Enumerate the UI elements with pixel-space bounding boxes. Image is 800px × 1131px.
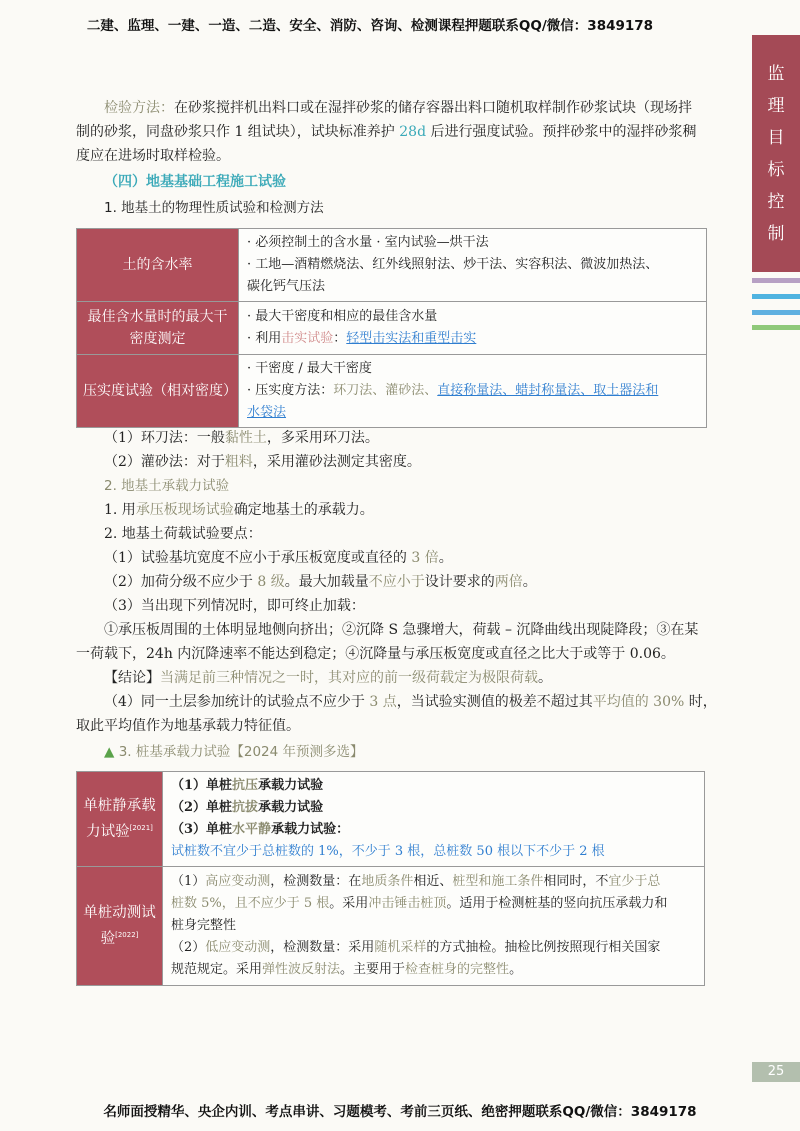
bearing-line: 取此平均值作为地基承载力特征值。 bbox=[76, 718, 300, 734]
body-text: 的方式抽检。抽检比例按照现行相关国家 bbox=[426, 940, 661, 955]
triangle-icon: ▲ bbox=[104, 744, 119, 760]
body-text: ，检测数量：采用 bbox=[270, 940, 375, 955]
highlight-text: 平均值的 30% bbox=[592, 694, 685, 710]
inspection-method-text: 制的砂浆，同盘砂浆只作 1 组试块），试块标准养护 bbox=[76, 124, 400, 140]
body-text: 规范规定。采用 bbox=[171, 962, 263, 977]
body-text: 环刀法、灌砂法、 bbox=[333, 383, 438, 398]
side-color-bar bbox=[752, 278, 800, 283]
side-color-bar bbox=[752, 294, 800, 299]
row-header-line bbox=[83, 924, 156, 950]
body-line: · 必须控制土的含水量 · 室内试验—烘干法 bbox=[247, 235, 489, 250]
exam-tag: 【2024 年预测多选】 bbox=[230, 744, 364, 760]
body-text: ： bbox=[333, 331, 347, 346]
ring-knife-line bbox=[104, 426, 379, 450]
year-tag: [2022] bbox=[115, 931, 139, 940]
body-text: （4）同一土层参加统计的试验点不应少于 bbox=[104, 694, 370, 710]
side-color-bar bbox=[752, 310, 800, 315]
highlight-text: 水平静 bbox=[232, 822, 272, 837]
highlight-text: 粗料 bbox=[224, 454, 253, 470]
body-line: 桩身完整性 bbox=[171, 918, 237, 933]
inspection-method-label: 检验方法： bbox=[104, 100, 174, 116]
row-header bbox=[77, 867, 163, 986]
body-text: 承载力试验： bbox=[271, 822, 350, 837]
body-text: 。 bbox=[509, 962, 523, 977]
highlight-text: 随机采样 bbox=[374, 940, 427, 955]
table-row bbox=[77, 229, 707, 302]
highlight-text: 检查桩身的完整性 bbox=[405, 962, 510, 977]
body-text: 。采用 bbox=[329, 896, 369, 911]
highlight-text: 桩数 5%，且不应少于 5 根 bbox=[171, 896, 330, 911]
body-text: ，多采用环刀法。 bbox=[266, 430, 379, 446]
body-line bbox=[247, 380, 698, 402]
side-tab-char: 标 bbox=[767, 159, 785, 180]
table-row bbox=[77, 355, 707, 428]
body-line: · 最大干密度和相应的最佳含水量 bbox=[247, 309, 438, 324]
bearing-line: 一荷载下，24h 内沉降速率不能达到稳定；④沉降量与承压板宽度或直径之比大于或等于 0.06。 bbox=[76, 646, 675, 662]
inspection-method-text: 度应在进场时取样检验。 bbox=[76, 148, 230, 164]
side-tab-char: 理 bbox=[767, 95, 785, 116]
highlight-text: 弹性波反射法 bbox=[262, 962, 341, 977]
bearing-line bbox=[104, 690, 717, 714]
row-header: 压实度试验（相对密度） bbox=[77, 355, 239, 428]
highlight-text: 8 级 bbox=[257, 574, 285, 590]
body-line bbox=[171, 819, 696, 841]
highlight-text: 抗拔 bbox=[232, 800, 259, 815]
row-header-line: 最佳含水量时的最大干 bbox=[87, 309, 228, 325]
table-row bbox=[77, 302, 707, 355]
bearing-line: （3）当出现下列情况时，即可终止加载： bbox=[104, 598, 365, 614]
highlight-text: 宜少于总 bbox=[608, 874, 661, 889]
highlight-text: 承压板现场试验 bbox=[135, 502, 234, 518]
body-text: · 利用 bbox=[247, 331, 282, 346]
body-text: 确定地基土的承载力。 bbox=[233, 502, 374, 518]
row-header bbox=[77, 302, 239, 355]
body-text: （1）单桩 bbox=[171, 778, 233, 793]
year-tag: [2021] bbox=[129, 824, 153, 833]
body-text: （2） bbox=[171, 940, 206, 955]
highlight-text: 黏性土 bbox=[224, 430, 267, 446]
side-tab-char: 控 bbox=[767, 191, 785, 212]
highlight-text: 轻型击实法和重型击实 bbox=[346, 331, 477, 346]
section-title: （四）地基基础工程施工试验 bbox=[104, 174, 286, 190]
header-note: 二建、监理、一建、一造、二造、安全、消防、咨询、检测课程押题联系QQ/微信：3849178 bbox=[86, 18, 654, 34]
inspection-method-text: 后进行强度试验。预拌砂浆中的湿拌砂浆稠 bbox=[426, 124, 697, 140]
body-line bbox=[171, 871, 696, 893]
bearing-line: ①承压板周围的土体明显地侧向挤出；②沉降 S 急骤增大，荷载 – 沉降曲线出现陡降段；③在某 bbox=[104, 622, 699, 638]
soil-property-table bbox=[76, 228, 707, 428]
body-text: ，采用灌砂法测定其密度。 bbox=[252, 454, 421, 470]
body-text: ，当试验实测值的极差不超过其 bbox=[396, 694, 593, 710]
body-line: · 干密度 / 最大干密度 bbox=[247, 361, 372, 376]
inspection-method-text: 在砂浆搅拌机出料口或在湿拌砂浆的储存容器出料口随机取样制作砂浆试块（现场拌 bbox=[174, 100, 692, 116]
row-header bbox=[77, 772, 163, 867]
body-text: 相同时，不 bbox=[543, 874, 609, 889]
highlight-text: 桩型和施工条件 bbox=[452, 874, 544, 889]
body-text: （1）环刀法：一般 bbox=[104, 430, 225, 446]
pile-test-table bbox=[76, 771, 705, 986]
body-text: （2）加荷分级不应少于 bbox=[104, 574, 258, 590]
row-body bbox=[163, 772, 705, 867]
body-line bbox=[171, 893, 696, 915]
highlight-text: 抗压 bbox=[232, 778, 259, 793]
highlight-text: 低应变动测 bbox=[205, 940, 271, 955]
body-text: 承载力试验 bbox=[258, 778, 324, 793]
subsection-title: 1. 地基土的物理性质试验和检测方法 bbox=[104, 200, 324, 216]
sand-cone-line bbox=[104, 450, 421, 474]
body-text: 。主要用于 bbox=[340, 962, 406, 977]
row-body bbox=[239, 355, 707, 428]
row-header-text: 验 bbox=[100, 930, 116, 947]
row-header-text: 力试验 bbox=[86, 823, 130, 840]
body-text: 设计要求的 bbox=[424, 574, 495, 590]
row-header-line: 密度测定 bbox=[129, 331, 186, 347]
row-body bbox=[163, 867, 705, 986]
bearing-line bbox=[104, 498, 374, 522]
bearing-line: 2. 地基土荷载试验要点： bbox=[104, 526, 262, 542]
body-text: 。 bbox=[438, 550, 453, 566]
inspection-method-line bbox=[76, 144, 230, 168]
body-text: 时， bbox=[684, 694, 717, 710]
body-line bbox=[171, 797, 696, 819]
side-tab-char: 目 bbox=[767, 127, 785, 148]
highlight-text: 地质条件 bbox=[361, 874, 414, 889]
subsection-title bbox=[104, 740, 364, 764]
highlight-text: 直接称量法、蜡封称量法、取土器法和 bbox=[437, 383, 659, 398]
body-text: 承载力试验 bbox=[258, 800, 324, 815]
row-body bbox=[239, 302, 707, 355]
highlight-text: 水袋法 bbox=[247, 405, 287, 420]
body-text: 。 bbox=[538, 670, 552, 686]
body-text: ，检测数量：在 bbox=[270, 874, 362, 889]
body-text: · 压实度方法： bbox=[247, 383, 334, 398]
subsection-title-text: 3. 桩基承载力试验 bbox=[118, 744, 231, 760]
footer-note: 名师面授精华、央企内训、考点串讲、习题模考、考前三页纸、绝密押题联系QQ/微信：3849178 bbox=[103, 1104, 697, 1120]
bearing-line bbox=[104, 570, 537, 594]
inspection-method-line bbox=[76, 120, 697, 144]
highlight-text: 3 点 bbox=[369, 694, 397, 710]
side-tab-char: 制 bbox=[767, 223, 785, 244]
body-text: 。最大加载量 bbox=[284, 574, 369, 590]
body-text: （2）灌砂法：对于 bbox=[104, 454, 225, 470]
highlight-text: 冲击锤击桩顶 bbox=[368, 896, 447, 911]
body-text: （1） bbox=[171, 874, 206, 889]
inspection-method-line bbox=[104, 96, 692, 120]
highlight-text: 击实试验 bbox=[281, 331, 334, 346]
conclusion-line bbox=[104, 666, 552, 690]
row-header-line: 单桩动测试 bbox=[83, 905, 156, 922]
side-tab-char: 监 bbox=[767, 63, 785, 84]
curing-days: 28d bbox=[399, 124, 427, 140]
body-text: 【结论】 bbox=[104, 670, 160, 686]
body-line: · 工地—酒精燃烧法、红外线照射法、炒干法、实容积法、微波加热法、 bbox=[247, 257, 659, 272]
highlight-text: 3 倍 bbox=[411, 550, 439, 566]
row-header-line: 单桩静承载 bbox=[83, 798, 156, 815]
body-text: （3）单桩 bbox=[171, 822, 233, 837]
body-line: 碳化钙气压法 bbox=[247, 279, 326, 294]
body-text: （2）单桩 bbox=[171, 800, 233, 815]
body-line bbox=[171, 959, 696, 981]
body-line bbox=[247, 328, 698, 350]
body-text: 。适用于检测桩基的竖向抗压承载力和 bbox=[446, 896, 668, 911]
highlight-text: 当满足前三种情况之一时，其对应的前一级荷载定为极限荷载 bbox=[160, 670, 538, 686]
row-header-line bbox=[83, 817, 156, 843]
body-text: 1. 用 bbox=[104, 502, 136, 518]
row-header: 土的含水率 bbox=[77, 229, 239, 302]
side-color-bar bbox=[752, 325, 800, 330]
highlight-text: 试桩数不宜少于总桩数的 1%，不少于 3 根，总桩数 50 根以下不少于 2 根 bbox=[171, 844, 605, 859]
bearing-line bbox=[104, 546, 453, 570]
body-line bbox=[171, 775, 696, 797]
highlight-text: 两倍 bbox=[494, 574, 523, 590]
highlight-text: 不应小于 bbox=[368, 574, 425, 590]
body-text: 。 bbox=[522, 574, 537, 590]
table-row bbox=[77, 867, 705, 986]
row-body bbox=[239, 229, 707, 302]
table-row bbox=[77, 772, 705, 867]
page-number: 25 bbox=[752, 1062, 800, 1082]
body-text: 相近、 bbox=[413, 874, 453, 889]
highlight-text: 高应变动测 bbox=[205, 874, 271, 889]
subsection-title: 2. 地基土承载力试验 bbox=[104, 478, 230, 494]
body-text: （1）试验基坑宽度不应小于承压板宽度或直径的 bbox=[104, 550, 412, 566]
chapter-side-tab[interactable] bbox=[752, 35, 800, 272]
body-line bbox=[171, 937, 696, 959]
